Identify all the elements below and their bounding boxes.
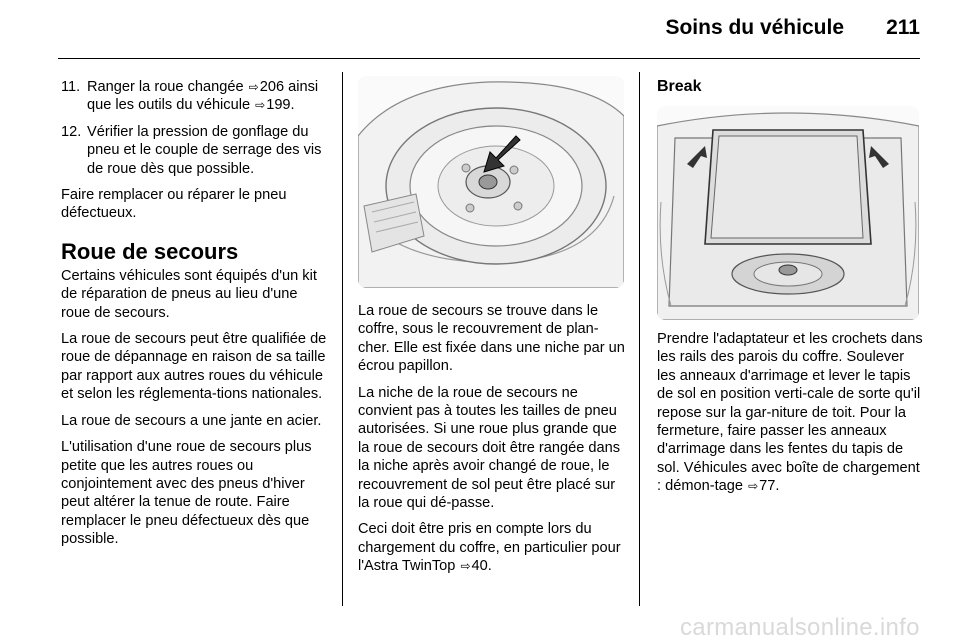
paragraph: L'utilisation d'une roue de secours plus petite que les autres roues ou conjointement avec des pneus d'hiver peut altérer la tenue de route. Faire remplacer le pneu défectueux dès que possible. (61, 439, 312, 548)
page-header-title: Soins du véhicule (665, 16, 844, 39)
arrow-reference-icon: ⇨ (248, 80, 259, 94)
cross-reference[interactable]: ⇨77. (748, 478, 780, 495)
page-number: 211 (886, 16, 920, 39)
right-column (657, 78, 921, 96)
column-divider-left (342, 72, 343, 606)
spare-wheel-drawing (358, 76, 624, 288)
list-item (61, 123, 329, 178)
right-column-text (657, 330, 923, 504)
paragraph: La roue de secours se trouve dans le coffre, sous le recouvrement de plan-cher. Elle est fixée dans une niche par un écrou papillon. (358, 303, 625, 375)
paragraph: La roue de secours peut être qualifiée de roue de dépannage en raison de sa taille par rapport aux autres roues du véhicule et selon les réglementa-tions nationales. (61, 331, 327, 403)
watermark: carmanualsonline.info (680, 614, 920, 641)
list-item-text: Ranger la roue changée (87, 79, 244, 95)
sub-heading: Break (657, 78, 702, 95)
cross-reference[interactable]: ⇨206 (248, 79, 285, 95)
estate-boot-illustration (657, 106, 919, 320)
header-divider (58, 58, 920, 59)
list-item-number: 11. (61, 79, 81, 95)
list-item (61, 78, 329, 115)
list-item-text-cont: ainsi que les outils du véhicule (87, 79, 319, 114)
list-item-number: 12. (61, 123, 82, 140)
section-heading: Roue de secours (61, 238, 239, 264)
paragraph: Certains véhicules sont équipés d'un kit de réparation de pneus au lieu d'une roue de secours. (61, 267, 317, 321)
paragraph: Faire remplacer ou réparer le pneu défectueux. (61, 187, 287, 222)
paragraph: Ceci doit être pris en compte lors du chargement du coffre, en particulier pour l'Astra TwinTop ⇨40. (358, 521, 621, 575)
arrow-reference-icon: ⇨ (460, 559, 471, 574)
arrow-reference-icon: ⇨ (748, 479, 759, 494)
cross-reference[interactable]: ⇨40. (460, 558, 492, 575)
arrow-reference-icon: ⇨ (255, 98, 266, 113)
left-column (61, 78, 329, 557)
middle-column (358, 302, 626, 584)
estate-boot-drawing (657, 106, 919, 320)
list-item-text: Vérifier la pression de gonflage du pneu et le couple de serrage des vis de roue dès que possible. (87, 123, 322, 177)
spare-wheel-illustration (358, 76, 624, 288)
paragraph: La roue de secours a une jante en acier. (61, 412, 322, 429)
column-divider-right (639, 72, 640, 606)
cross-reference[interactable]: ⇨199. (255, 97, 295, 114)
paragraph: La niche de la roue de secours ne convient pas à toutes les tailles de pneu autorisées. Si une roue plus grande que la roue de secours doit être rangée dans la niche après avoir changé de roue, le recouvrement de sol peut être placé sur la roue qui dé-passe. (358, 384, 621, 512)
paragraph: Prendre l'adaptateur et les crochets dans les rails des parois du coffre. Soulever les anneaux d'arrimage et lever le tapis de sol en position verti-cale de sorte qu'il repose sur la gar-niture de toit. Pour la fermeture, faire passer les anneaux d'arrimage dans les fentes du tapis de sol. Véhicules avec boîte de chargement : démon-tage ⇨77. (657, 331, 923, 495)
